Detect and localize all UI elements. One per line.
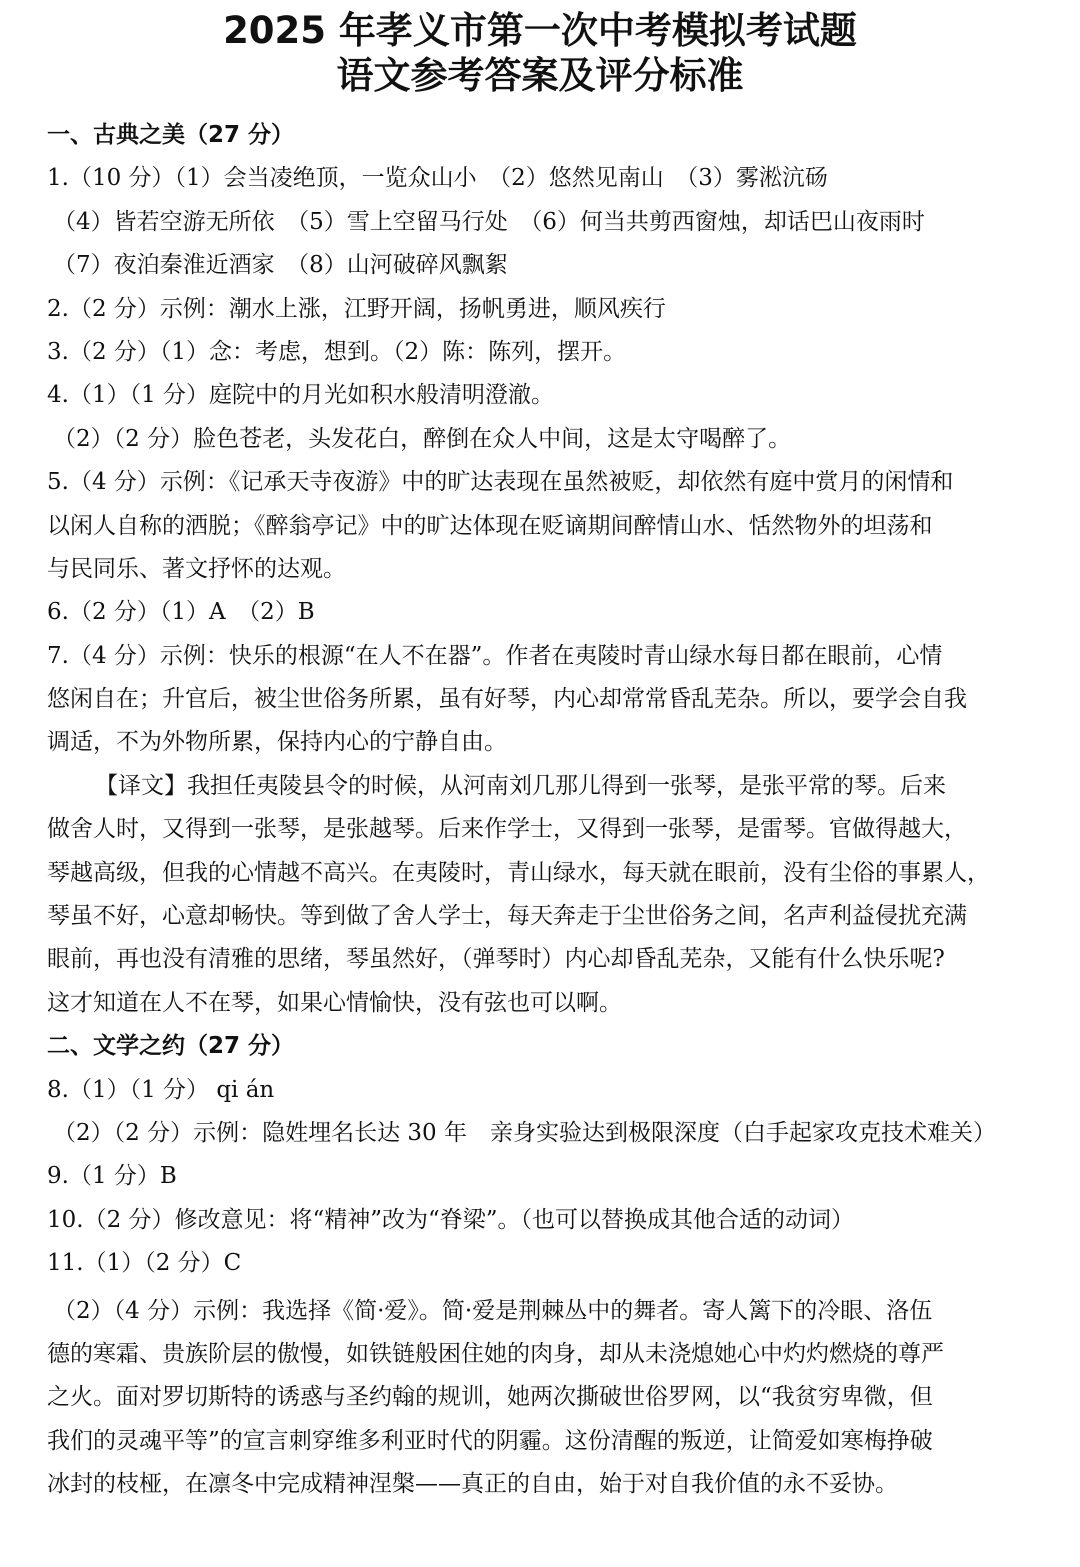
answer-q1-line3: （7）夜泊秦淮近酒家 （8）山河破碎风飘絮 [53,252,508,279]
section-heading-literature: 二、文学之约（27 分） [47,1033,295,1060]
translation-line3: 琴越高级，但我的心情越不高兴。在夷陵时，青山绿水，每天就在眼前，没有尘俗的事累人， [47,859,990,886]
answer-q5-line2: 以闲人自称的洒脱；《醉翁亭记》中的旷达体现在贬谪期间醉情山水、恬然物外的坦荡和 [47,512,933,539]
translation-line1: 【译文】我担任夷陵县令的时候，从河南刘几那儿得到一张琴，是张平常的琴。后来 [95,772,946,799]
answer-q8-part2: （2）（2 分）示例：隐姓埋名长达 30 年 亲身实验达到极限深度（白手起家攻克技术难关） [53,1119,996,1146]
answer-q9: 9.（1 分）B [47,1163,177,1190]
answer-q5-line1: 5.（4 分）示例：《记承天寺夜游》中的旷达表现在虽然被贬，却依然有庭中赏月的闲情和 [47,469,954,496]
answer-q4-part2: （2）（2 分）脸色苍老，头发花白，醉倒在众人中间，这是太守喝醉了。 [53,425,792,452]
answer-q11-part1: 11.（1）（2 分）C [47,1250,242,1277]
answer-q11-part2-line2: 德的寒霜、贵族阶层的傲慢，如铁链般困住她的肉身，却从未浇熄她心中灼灼燃烧的尊严 [47,1340,944,1367]
answer-q7-line1: 7.（4 分）示例：快乐的根源“在人不在器”。作者在夷陵时青山绿水每日都在眼前，心情 [47,642,943,669]
answer-q8-part1: 8.（1）（1 分） qi án [47,1076,275,1103]
page-subtitle: 语文参考答案及评分标准 [336,54,744,97]
answer-q2: 2.（2 分）示例：潮水上涨，江野开阔，扬帆勇进，顺风疾行 [47,295,666,322]
answer-q7-line3: 调适，不为外物所累，保持内心的宁静自由。 [47,729,507,756]
translation-line5: 眼前，再也没有清雅的思绪，琴虽然好，（弹琴时）内心却昏乱芜杂，又能有什么快乐呢? [47,946,945,973]
answer-q5-line3: 与民同乐、著文抒怀的达观。 [47,555,346,582]
translation-line6: 这才知道在人不在琴，如果心情愉快，没有弦也可以啊。 [47,989,622,1016]
answer-q3: 3.（2 分）（1）念：考虑，想到。（2）陈：陈列，摆开。 [47,338,627,365]
answer-body [47,114,1042,1507]
answer-q11-part2-line4: 我们的灵魂平等”的宣言刺穿维多利亚时代的阴霾。这份清醒的叛逆，让简爱如寒梅挣破 [47,1427,933,1454]
section-heading-classical: 一、古典之美（27 分） [47,122,295,148]
answer-q7-line2: 悠闲自在；升官后，被尘世俗务所累，虽有好琴，内心却常常昏乱芜杂。所以，要学会自我 [47,686,967,713]
answer-q10: 10.（2 分）修改意见：将“精神”改为“脊梁”。（也可以替换成其他合适的动词） [47,1206,855,1233]
answer-q6: 6.（2 分）（1）A （2）B [47,599,315,626]
translation-line2: 做舍人时，又得到一张琴，是张越琴。后来作学士，又得到一张琴，是雷琴。官做得越大， [47,816,967,843]
translation-line4: 琴虽不好，心意却畅快。等到做了舍人学士，每天奔走于尘世俗务之间，名声利益侵扰充满 [47,903,967,930]
answer-q11-part2-line1: （2）（4 分）示例：我选择《简·爱》。简·爱是荆棘丛中的舞者。寄人篱下的冷眼、洛伍 [53,1297,933,1324]
answer-q4-part1: 4.（1）（1 分）庭院中的月光如积水般清明澄澈。 [47,382,555,409]
answer-q1-line1: 1.（10 分）（1）会当凌绝顶，一览众山小 （2）悠然见南山 （3）雾淞沆砀 [47,165,828,192]
answer-q1-line2: （4）皆若空游无所依 （5）雪上空留马行处 （6）何当共剪西窗烛，却话巴山夜雨时 [53,208,925,235]
answer-q11-part2-line5: 冰封的枝桠，在凛冬中完成精神涅槃——真正的自由，始于对自我价值的永不妥协。 [47,1471,898,1498]
answer-q11-part2-line3: 之火。面对罗切斯特的诱惑与圣约翰的规训，她两次撕破世俗罗网，以“我贫穷卑微，但 [47,1384,933,1411]
page-title: 2025 年孝义市第一次中考模拟考试题 [223,9,857,52]
